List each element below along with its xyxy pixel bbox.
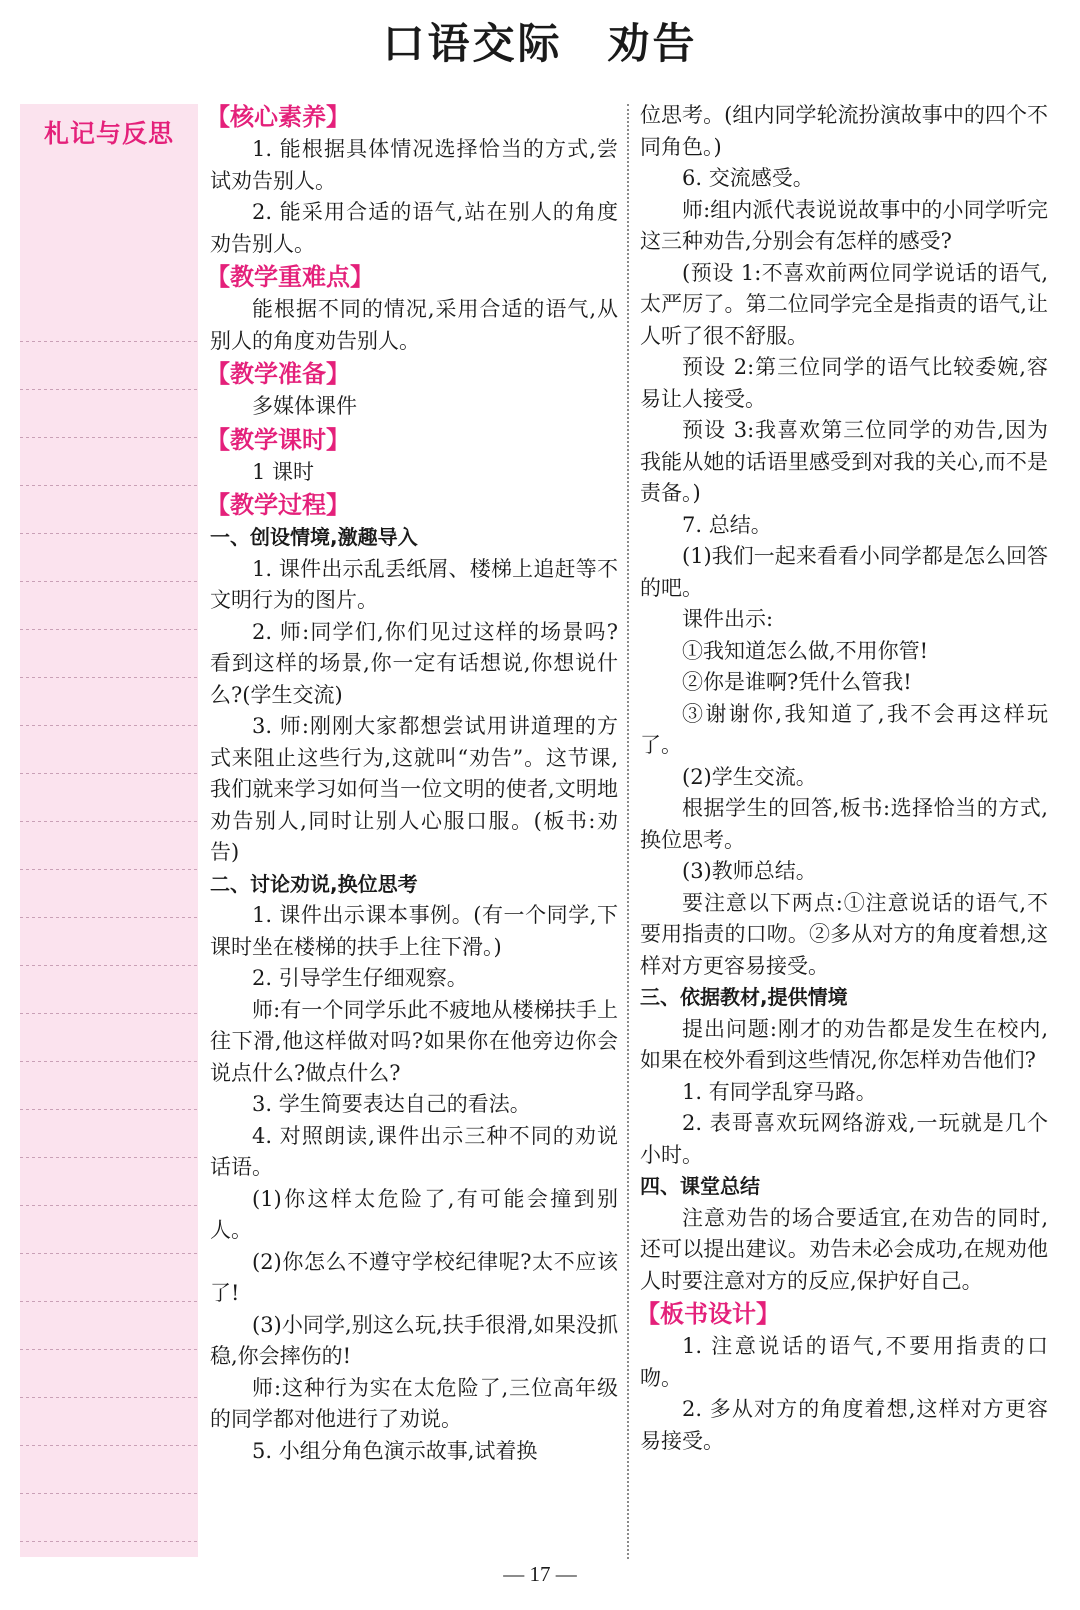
paragraph: 2. 师:同学们,你们见过这样的场景吗?看到这样的场景,你一定有话想说,你想说什么?(学生交流): [210, 619, 618, 707]
section-heading: 二、讨论劝说,换位思考: [210, 871, 418, 896]
paragraph: 预设 3:我喜欢第三位同学的劝告,因为我能从她的话语里感受到对我的关心,而不是责备。): [640, 418, 1048, 505]
paragraph: 2. 多从对方的角度着想,这样对方更容易接受。: [640, 1397, 1048, 1453]
paragraph: ②你是谁啊?凭什么管我!: [682, 670, 912, 694]
section-heading: 四、课堂总结: [640, 1174, 760, 1198]
paragraph: 能根据不同的情况,采用合适的语气,从别人的角度劝告别人。: [210, 297, 618, 353]
notes-sidebar: [20, 104, 198, 1557]
heading-core-literacy: 【核心素养】: [206, 103, 350, 131]
paragraph: 4. 对照朗读,课件出示三种不同的劝说话语。: [210, 1123, 618, 1179]
paragraph: ③谢谢你,我知道了,我不会再这样玩了。: [640, 701, 1048, 757]
right-column: [636, 100, 1048, 1457]
heading-board-design: 【板书设计】: [636, 1300, 780, 1328]
paragraph: (2)你怎么不遵守学校纪律呢?太不应该了!: [210, 1249, 618, 1305]
paragraph: ①我知道怎么做,不用你管!: [682, 638, 929, 663]
paragraph: (3)教师总结。: [682, 859, 817, 883]
paragraph: 多媒体课件: [252, 394, 357, 418]
paragraph: 2. 引导学生仔细观察。: [252, 966, 468, 990]
paragraph: 位思考。(组内同学轮流扮演故事中的四个不同角色。): [640, 103, 1048, 159]
sidebar-title: 札记与反思: [43, 119, 174, 148]
paragraph: (2)学生交流。: [682, 764, 817, 789]
paragraph: 2. 能采用合适的语气,站在别人的角度劝告别人。: [210, 200, 618, 256]
paragraph: 注意劝告的场合要适宜,在劝告的同时,还可以提出建议。劝告未必会成功,在规劝他人时要注意对方的反应,保护好自己。: [640, 1205, 1048, 1293]
paragraph: 课件出示:: [682, 607, 774, 631]
paragraph: (1)你这样太危险了,有可能会撞到别人。: [210, 1186, 618, 1242]
section-heading: 一、创设情境,激趣导入: [210, 525, 418, 549]
heading-periods: 【教学课时】: [206, 425, 350, 454]
page-number: — 17 —: [503, 1562, 577, 1586]
paragraph: (3)小同学,别这么玩,扶手很滑,如果没抓稳,你会摔伤的!: [210, 1312, 618, 1368]
heading-process: 【教学过程】: [206, 491, 350, 519]
paragraph: 1. 有同学乱穿马路。: [682, 1079, 877, 1104]
paragraph: 5. 小组分角色演示故事,试着换: [252, 1438, 538, 1463]
paragraph: 2. 表哥喜欢玩网络游戏,一玩就是几个小时。: [640, 1111, 1048, 1167]
paragraph: 师:这种行为实在太危险了,三位高年级的同学都对他进行了劝说。: [210, 1375, 618, 1431]
paragraph: 3. 师:刚刚大家都想尝试用讲道理的方式来阻止这些行为,这就叫“劝告”。这节课,我们就来学习如何当一位文明的使者,文明地劝告别人,同时让别人心服口服。(板书:劝告): [210, 714, 618, 864]
page-title: 口语交际 劝告: [382, 19, 698, 68]
paragraph: 7. 总结。: [682, 512, 772, 537]
paragraph: 提出问题:刚才的劝告都是发生在校内,如果在校外看到这些情况,你怎样劝告他们?: [640, 1016, 1048, 1072]
left-column: [206, 100, 618, 1467]
heading-preparation: 【教学准备】: [206, 360, 350, 388]
paragraph: 1. 注意说话的语气,不要用指责的口吻。: [640, 1334, 1048, 1390]
paragraph: (预设 1:不喜欢前两位同学说话的语气,太严厉了。第二位同学完全是指责的语气,让人听了很不舒服。: [640, 260, 1048, 348]
section-heading: 三、依据教材,提供情境: [640, 985, 848, 1009]
paragraph: 要注意以下两点:①注意说话的语气,不要用指责的口吻。②多从对方的角度着想,这样对方更容易接受。: [640, 890, 1048, 978]
paragraph: 师:有一个同学乐此不疲地从楼梯扶手上往下滑,他这样做对吗?如果你在他旁边你会说点什么?做点什么?: [210, 997, 618, 1085]
paragraph: 1. 能根据具体情况选择恰当的方式,尝试劝告别人。: [210, 137, 618, 193]
paragraph: 1. 课件出示乱丢纸屑、楼梯上追赶等不文明行为的图片。: [210, 556, 618, 612]
paragraph: 根据学生的回答,板书:选择恰当的方式,换位思考。: [640, 796, 1048, 852]
heading-key-points: 【教学重难点】: [206, 263, 374, 291]
paragraph: 1. 课件出示课本事例。(有一个同学,下课时坐在楼梯的扶手上往下滑。): [210, 903, 618, 959]
paragraph: (1)我们一起来看看小同学都是怎么回答的吧。: [640, 544, 1048, 600]
paragraph: 师:组内派代表说说故事中的小同学听完这三种劝告,分别会有怎样的感受?: [640, 197, 1048, 253]
note-lines: [20, 294, 198, 1557]
paragraph: 3. 学生简要表达自己的看法。: [252, 1092, 531, 1116]
paragraph: 预设 2:第三位同学的语气比较委婉,容易让人接受。: [640, 355, 1048, 411]
paragraph: 1 课时: [252, 459, 315, 484]
column-divider: [627, 104, 629, 1559]
paragraph: 6. 交流感受。: [682, 166, 814, 190]
